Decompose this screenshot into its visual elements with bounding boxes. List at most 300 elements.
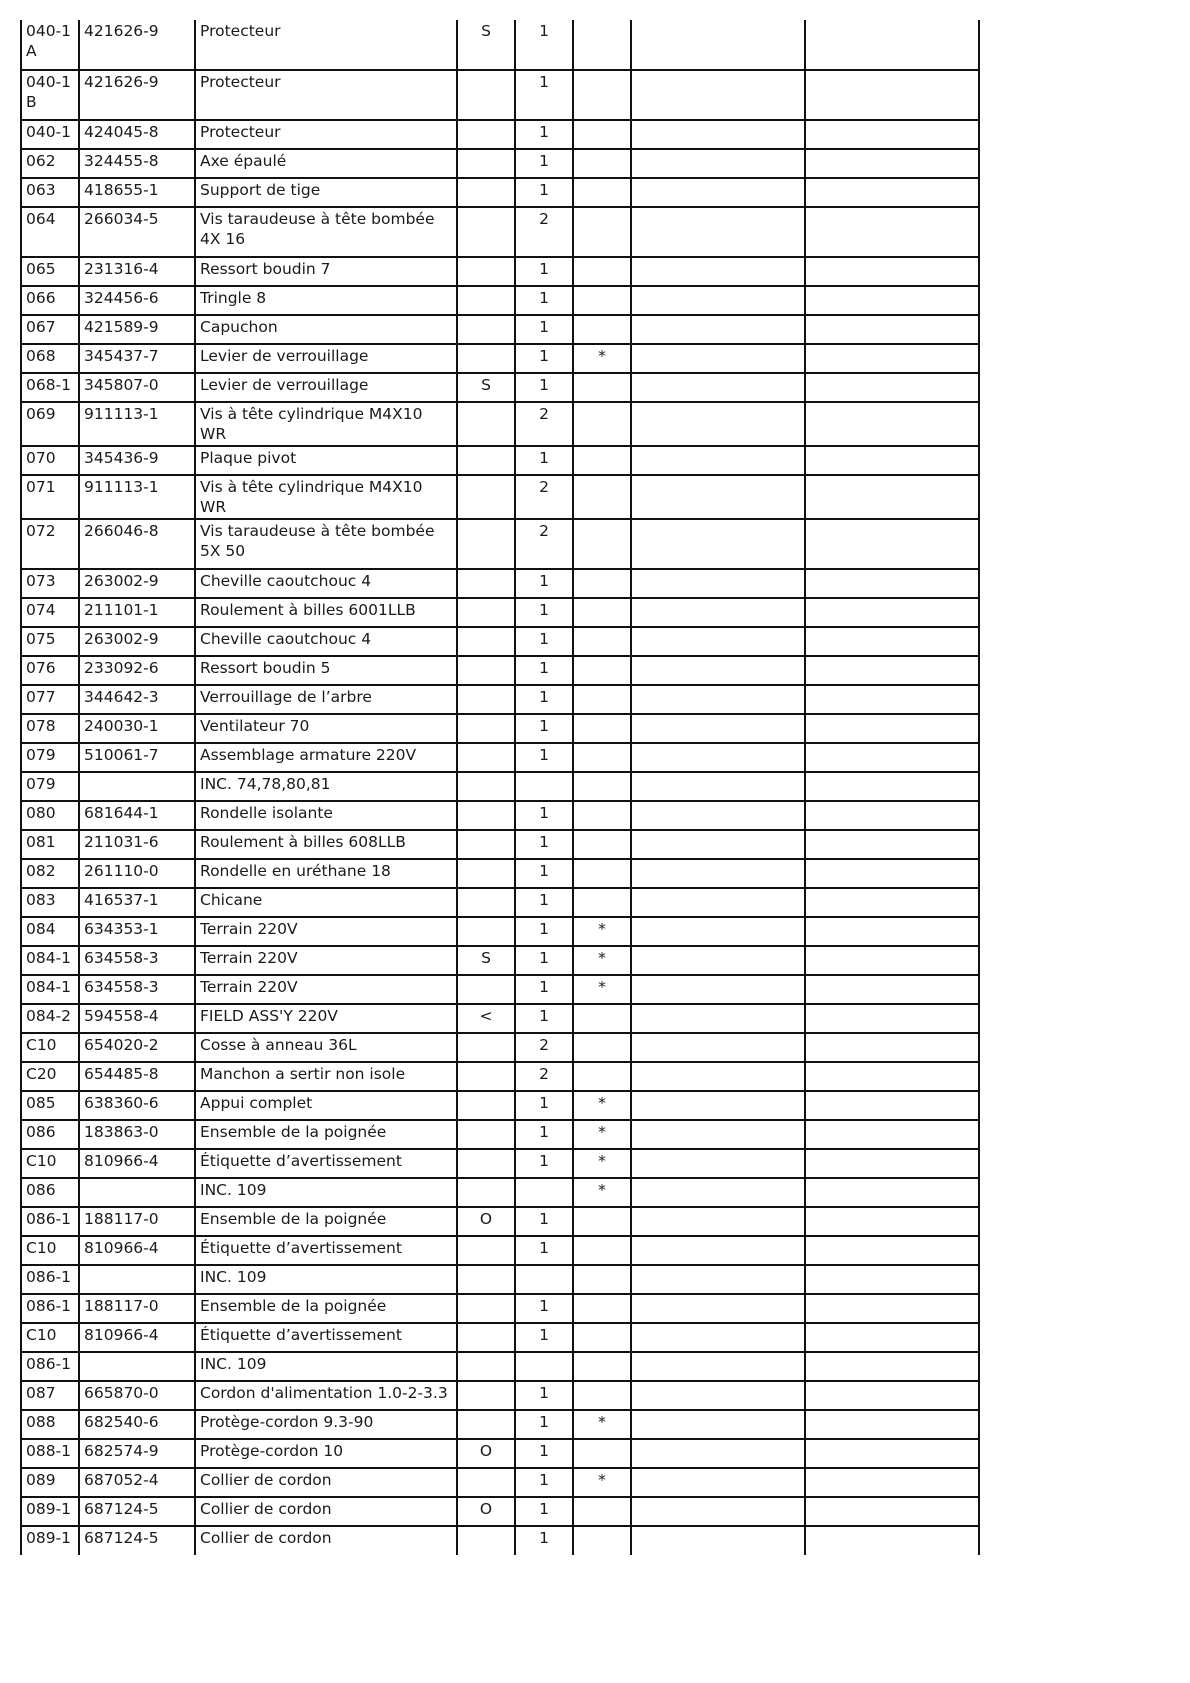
- extra-cell-1: [631, 569, 805, 598]
- quantity-cell: 1: [515, 1381, 573, 1410]
- table-row: [21, 1381, 979, 1410]
- part-number-cell: 183863-0: [79, 1120, 195, 1149]
- note-cell: [457, 1120, 515, 1149]
- extra-cell-2: [805, 1497, 979, 1526]
- item-number-cell: 076: [21, 656, 79, 685]
- marker-cell: [573, 1236, 631, 1265]
- description-cell: INC. 74,78,80,81: [195, 772, 457, 801]
- note-cell: [457, 178, 515, 207]
- part-number-cell: 634558-3: [79, 946, 195, 975]
- part-number-cell: 345436-9: [79, 446, 195, 475]
- description-cell: INC. 109: [195, 1352, 457, 1381]
- extra-cell-2: [805, 286, 979, 315]
- marker-cell: [573, 772, 631, 801]
- item-number-cell: 072: [21, 519, 79, 569]
- quantity-cell: 1: [515, 446, 573, 475]
- part-number-cell: 240030-1: [79, 714, 195, 743]
- item-number-cell: 077: [21, 685, 79, 714]
- part-number-cell: 231316-4: [79, 257, 195, 286]
- quantity-cell: 2: [515, 519, 573, 569]
- item-number-cell: 084-2: [21, 1004, 79, 1033]
- note-cell: [457, 772, 515, 801]
- note-cell: [457, 1323, 515, 1352]
- description-cell: Terrain 220V: [195, 975, 457, 1004]
- note-cell: [457, 1381, 515, 1410]
- description-cell: Manchon a sertir non isole: [195, 1062, 457, 1091]
- description-cell: Roulement à billes 608LLB: [195, 830, 457, 859]
- extra-cell-2: [805, 627, 979, 656]
- item-number-cell: 083: [21, 888, 79, 917]
- extra-cell-1: [631, 830, 805, 859]
- table-row: [21, 446, 979, 475]
- extra-cell-2: [805, 1091, 979, 1120]
- marker-cell: [573, 656, 631, 685]
- quantity-cell: 1: [515, 120, 573, 149]
- marker-cell: [573, 685, 631, 714]
- note-cell: [457, 1294, 515, 1323]
- marker-cell: [573, 20, 631, 70]
- part-number-cell: 188117-0: [79, 1207, 195, 1236]
- marker-cell: [573, 1294, 631, 1323]
- note-cell: [457, 627, 515, 656]
- note-cell: [457, 714, 515, 743]
- extra-cell-2: [805, 1004, 979, 1033]
- description-cell: Étiquette d’avertissement: [195, 1323, 457, 1352]
- item-number-cell: 086-1: [21, 1294, 79, 1323]
- part-number-cell: 324455-8: [79, 149, 195, 178]
- part-number-cell: 345437-7: [79, 344, 195, 373]
- marker-cell: [573, 1207, 631, 1236]
- note-cell: [457, 1236, 515, 1265]
- extra-cell-2: [805, 70, 979, 120]
- quantity-cell: 1: [515, 975, 573, 1004]
- quantity-cell: 1: [515, 149, 573, 178]
- marker-cell: *: [573, 975, 631, 1004]
- note-cell: [457, 120, 515, 149]
- note-cell: [457, 519, 515, 569]
- extra-cell-1: [631, 1526, 805, 1555]
- extra-cell-1: [631, 286, 805, 315]
- part-number-cell: 682540-6: [79, 1410, 195, 1439]
- extra-cell-1: [631, 1178, 805, 1207]
- marker-cell: [573, 286, 631, 315]
- extra-cell-1: [631, 1062, 805, 1091]
- item-number-cell: 088: [21, 1410, 79, 1439]
- part-number-cell: 344642-3: [79, 685, 195, 714]
- table-row: [21, 946, 979, 975]
- extra-cell-2: [805, 1526, 979, 1555]
- item-number-cell: 085: [21, 1091, 79, 1120]
- part-number-cell: 424045-8: [79, 120, 195, 149]
- table-row: [21, 120, 979, 149]
- extra-cell-2: [805, 207, 979, 257]
- item-number-cell: 073: [21, 569, 79, 598]
- item-number-cell: 089-1: [21, 1497, 79, 1526]
- marker-cell: [573, 257, 631, 286]
- description-cell: Protecteur: [195, 120, 457, 149]
- marker-cell: *: [573, 1178, 631, 1207]
- extra-cell-1: [631, 475, 805, 519]
- extra-cell-1: [631, 1410, 805, 1439]
- description-cell: Ensemble de la poignée: [195, 1120, 457, 1149]
- extra-cell-1: [631, 1149, 805, 1178]
- marker-cell: [573, 315, 631, 344]
- table-row: [21, 207, 979, 257]
- part-number-cell: 263002-9: [79, 569, 195, 598]
- item-number-cell: 082: [21, 859, 79, 888]
- table-row: [21, 1236, 979, 1265]
- description-cell: Vis à tête cylindrique M4X10 WR: [195, 402, 457, 446]
- extra-cell-2: [805, 475, 979, 519]
- quantity-cell: 1: [515, 627, 573, 656]
- item-number-cell: 066: [21, 286, 79, 315]
- part-number-cell: 682574-9: [79, 1439, 195, 1468]
- description-cell: Ressort boudin 5: [195, 656, 457, 685]
- description-cell: Vis à tête cylindrique M4X10 WR: [195, 475, 457, 519]
- description-cell: Ensemble de la poignée: [195, 1294, 457, 1323]
- table-row: [21, 1526, 979, 1555]
- note-cell: [457, 859, 515, 888]
- marker-cell: *: [573, 946, 631, 975]
- item-number-cell: 088-1: [21, 1439, 79, 1468]
- part-number-cell: 211101-1: [79, 598, 195, 627]
- table-row: [21, 975, 979, 1004]
- table-row: [21, 1120, 979, 1149]
- item-number-cell: C10: [21, 1323, 79, 1352]
- item-number-cell: 084-1: [21, 975, 79, 1004]
- description-cell: Protecteur: [195, 20, 457, 70]
- marker-cell: [573, 627, 631, 656]
- extra-cell-2: [805, 315, 979, 344]
- extra-cell-1: [631, 946, 805, 975]
- description-cell: Vis taraudeuse à tête bombée 5X 50: [195, 519, 457, 569]
- marker-cell: [573, 70, 631, 120]
- quantity-cell: 1: [515, 1526, 573, 1555]
- parts-table-body: [21, 20, 979, 1555]
- marker-cell: [573, 402, 631, 446]
- extra-cell-1: [631, 1004, 805, 1033]
- extra-cell-1: [631, 315, 805, 344]
- table-row: [21, 149, 979, 178]
- note-cell: [457, 801, 515, 830]
- table-row: [21, 286, 979, 315]
- note-cell: S: [457, 20, 515, 70]
- table-row: [21, 917, 979, 946]
- extra-cell-1: [631, 1207, 805, 1236]
- table-row: [21, 1294, 979, 1323]
- extra-cell-1: [631, 149, 805, 178]
- note-cell: [457, 1410, 515, 1439]
- note-cell: [457, 1178, 515, 1207]
- marker-cell: [573, 1004, 631, 1033]
- note-cell: [457, 569, 515, 598]
- extra-cell-1: [631, 1381, 805, 1410]
- table-row: [21, 257, 979, 286]
- item-number-cell: 040-1: [21, 120, 79, 149]
- extra-cell-2: [805, 1439, 979, 1468]
- item-number-cell: 079: [21, 743, 79, 772]
- quantity-cell: 2: [515, 475, 573, 519]
- part-number-cell: 687124-5: [79, 1497, 195, 1526]
- quantity-cell: 1: [515, 830, 573, 859]
- quantity-cell: 1: [515, 286, 573, 315]
- table-row: [21, 569, 979, 598]
- extra-cell-1: [631, 402, 805, 446]
- quantity-cell: 1: [515, 1236, 573, 1265]
- part-number-cell: 188117-0: [79, 1294, 195, 1323]
- description-cell: Vis taraudeuse à tête bombée 4X 16: [195, 207, 457, 257]
- marker-cell: [573, 373, 631, 402]
- description-cell: Collier de cordon: [195, 1468, 457, 1497]
- item-number-cell: 086-1: [21, 1265, 79, 1294]
- description-cell: Ventilateur 70: [195, 714, 457, 743]
- extra-cell-1: [631, 257, 805, 286]
- description-cell: Terrain 220V: [195, 946, 457, 975]
- part-number-cell: 810966-4: [79, 1236, 195, 1265]
- extra-cell-1: [631, 714, 805, 743]
- marker-cell: [573, 743, 631, 772]
- extra-cell-2: [805, 656, 979, 685]
- extra-cell-1: [631, 70, 805, 120]
- extra-cell-2: [805, 859, 979, 888]
- marker-cell: [573, 1323, 631, 1352]
- marker-cell: *: [573, 1091, 631, 1120]
- marker-cell: [573, 446, 631, 475]
- extra-cell-1: [631, 446, 805, 475]
- part-number-cell: 266034-5: [79, 207, 195, 257]
- description-cell: Terrain 220V: [195, 917, 457, 946]
- quantity-cell: [515, 1178, 573, 1207]
- note-cell: [457, 149, 515, 178]
- description-cell: Rondelle en uréthane 18: [195, 859, 457, 888]
- part-number-cell: 911113-1: [79, 402, 195, 446]
- marker-cell: *: [573, 917, 631, 946]
- table-row: [21, 519, 979, 569]
- table-row: [21, 402, 979, 446]
- part-number-cell: 345807-0: [79, 373, 195, 402]
- description-cell: Chicane: [195, 888, 457, 917]
- quantity-cell: 1: [515, 1410, 573, 1439]
- part-number-cell: 638360-6: [79, 1091, 195, 1120]
- item-number-cell: 087: [21, 1381, 79, 1410]
- extra-cell-2: [805, 1410, 979, 1439]
- table-row: [21, 1497, 979, 1526]
- note-cell: [457, 286, 515, 315]
- marker-cell: [573, 801, 631, 830]
- note-cell: [457, 917, 515, 946]
- quantity-cell: 1: [515, 743, 573, 772]
- part-number-cell: 634558-3: [79, 975, 195, 1004]
- quantity-cell: 1: [515, 656, 573, 685]
- note-cell: [457, 446, 515, 475]
- table-row: [21, 1004, 979, 1033]
- item-number-cell: 084: [21, 917, 79, 946]
- part-number-cell: 687124-5: [79, 1526, 195, 1555]
- extra-cell-1: [631, 801, 805, 830]
- note-cell: S: [457, 946, 515, 975]
- item-number-cell: 065: [21, 257, 79, 286]
- quantity-cell: 1: [515, 801, 573, 830]
- table-row: [21, 1468, 979, 1497]
- description-cell: INC. 109: [195, 1178, 457, 1207]
- extra-cell-2: [805, 975, 979, 1004]
- note-cell: O: [457, 1207, 515, 1236]
- quantity-cell: 1: [515, 257, 573, 286]
- item-number-cell: C10: [21, 1149, 79, 1178]
- quantity-cell: 1: [515, 344, 573, 373]
- extra-cell-2: [805, 1381, 979, 1410]
- marker-cell: [573, 120, 631, 149]
- extra-cell-2: [805, 373, 979, 402]
- item-number-cell: 040-1 A: [21, 20, 79, 70]
- description-cell: Protège-cordon 9.3-90: [195, 1410, 457, 1439]
- note-cell: [457, 830, 515, 859]
- extra-cell-2: [805, 772, 979, 801]
- part-number-cell: 594558-4: [79, 1004, 195, 1033]
- extra-cell-1: [631, 178, 805, 207]
- table-row: [21, 859, 979, 888]
- item-number-cell: C10: [21, 1033, 79, 1062]
- table-row: [21, 830, 979, 859]
- marker-cell: [573, 1381, 631, 1410]
- extra-cell-1: [631, 1468, 805, 1497]
- quantity-cell: 1: [515, 888, 573, 917]
- quantity-cell: 1: [515, 373, 573, 402]
- item-number-cell: 067: [21, 315, 79, 344]
- table-row: [21, 1062, 979, 1091]
- quantity-cell: [515, 1352, 573, 1381]
- extra-cell-2: [805, 1352, 979, 1381]
- extra-cell-2: [805, 1033, 979, 1062]
- part-number-cell: 634353-1: [79, 917, 195, 946]
- item-number-cell: 086: [21, 1178, 79, 1207]
- table-row: [21, 1439, 979, 1468]
- extra-cell-2: [805, 446, 979, 475]
- part-number-cell: [79, 1178, 195, 1207]
- quantity-cell: 2: [515, 402, 573, 446]
- item-number-cell: 069: [21, 402, 79, 446]
- extra-cell-2: [805, 1149, 979, 1178]
- extra-cell-2: [805, 569, 979, 598]
- extra-cell-1: [631, 685, 805, 714]
- extra-cell-1: [631, 344, 805, 373]
- part-number-cell: 421626-9: [79, 70, 195, 120]
- item-number-cell: 089-1: [21, 1526, 79, 1555]
- extra-cell-1: [631, 207, 805, 257]
- extra-cell-2: [805, 946, 979, 975]
- extra-cell-2: [805, 714, 979, 743]
- part-number-cell: 654485-8: [79, 1062, 195, 1091]
- table-row: [21, 714, 979, 743]
- description-cell: Levier de verrouillage: [195, 373, 457, 402]
- extra-cell-2: [805, 888, 979, 917]
- part-number-cell: 233092-6: [79, 656, 195, 685]
- note-cell: [457, 257, 515, 286]
- extra-cell-1: [631, 1091, 805, 1120]
- item-number-cell: 074: [21, 598, 79, 627]
- description-cell: Protège-cordon 10: [195, 1439, 457, 1468]
- description-cell: Cordon d'alimentation 1.0-2-3.3: [195, 1381, 457, 1410]
- extra-cell-1: [631, 859, 805, 888]
- extra-cell-1: [631, 1294, 805, 1323]
- marker-cell: *: [573, 1468, 631, 1497]
- quantity-cell: 1: [515, 70, 573, 120]
- marker-cell: [573, 1033, 631, 1062]
- quantity-cell: 1: [515, 315, 573, 344]
- extra-cell-2: [805, 1323, 979, 1352]
- quantity-cell: 1: [515, 1439, 573, 1468]
- part-number-cell: 681644-1: [79, 801, 195, 830]
- note-cell: [457, 1352, 515, 1381]
- note-cell: [457, 402, 515, 446]
- description-cell: Roulement à billes 6001LLB: [195, 598, 457, 627]
- extra-cell-2: [805, 178, 979, 207]
- extra-cell-1: [631, 1236, 805, 1265]
- table-row: [21, 801, 979, 830]
- quantity-cell: 1: [515, 917, 573, 946]
- extra-cell-2: [805, 120, 979, 149]
- extra-cell-2: [805, 1468, 979, 1497]
- extra-cell-2: [805, 402, 979, 446]
- item-number-cell: 070: [21, 446, 79, 475]
- quantity-cell: 2: [515, 207, 573, 257]
- quantity-cell: 1: [515, 1497, 573, 1526]
- table-row: [21, 373, 979, 402]
- extra-cell-2: [805, 1178, 979, 1207]
- item-number-cell: 068-1: [21, 373, 79, 402]
- quantity-cell: 1: [515, 714, 573, 743]
- note-cell: [457, 475, 515, 519]
- item-number-cell: 079: [21, 772, 79, 801]
- part-number-cell: 510061-7: [79, 743, 195, 772]
- marker-cell: [573, 569, 631, 598]
- note-cell: [457, 315, 515, 344]
- part-number-cell: 810966-4: [79, 1149, 195, 1178]
- description-cell: Axe épaulé: [195, 149, 457, 178]
- note-cell: [457, 207, 515, 257]
- extra-cell-2: [805, 257, 979, 286]
- item-number-cell: C10: [21, 1236, 79, 1265]
- item-number-cell: 086: [21, 1120, 79, 1149]
- description-cell: Rondelle isolante: [195, 801, 457, 830]
- description-cell: Collier de cordon: [195, 1526, 457, 1555]
- note-cell: [457, 1149, 515, 1178]
- part-number-cell: 324456-6: [79, 286, 195, 315]
- note-cell: O: [457, 1497, 515, 1526]
- marker-cell: [573, 598, 631, 627]
- table-row: [21, 685, 979, 714]
- extra-cell-1: [631, 1323, 805, 1352]
- item-number-cell: 081: [21, 830, 79, 859]
- quantity-cell: 1: [515, 178, 573, 207]
- part-number-cell: 263002-9: [79, 627, 195, 656]
- quantity-cell: [515, 1265, 573, 1294]
- extra-cell-2: [805, 20, 979, 70]
- extra-cell-2: [805, 917, 979, 946]
- marker-cell: [573, 830, 631, 859]
- note-cell: [457, 1468, 515, 1497]
- marker-cell: [573, 1062, 631, 1091]
- marker-cell: [573, 207, 631, 257]
- part-number-cell: 421589-9: [79, 315, 195, 344]
- quantity-cell: 1: [515, 1120, 573, 1149]
- item-number-cell: 064: [21, 207, 79, 257]
- item-number-cell: C20: [21, 1062, 79, 1091]
- table-row: [21, 743, 979, 772]
- extra-cell-1: [631, 373, 805, 402]
- extra-cell-1: [631, 20, 805, 70]
- extra-cell-1: [631, 120, 805, 149]
